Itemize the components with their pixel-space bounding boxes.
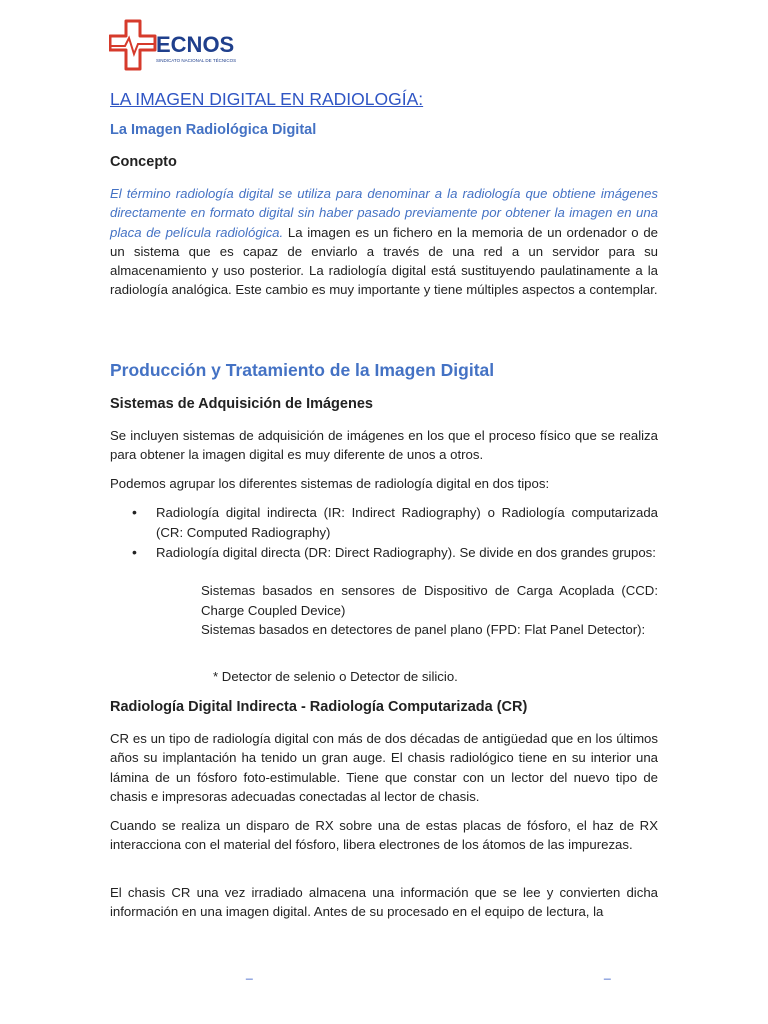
acquisition-heading: Sistemas de Adquisición de Imágenes [110,396,373,412]
concept-paragraph [110,184,658,300]
concept-heading: Concepto [110,154,177,170]
logo-subtitle: SINDICATO NACIONAL DE TÉCNICOS [156,58,237,63]
medical-cross-icon [109,18,157,72]
subgroup-item: Sistemas basados en sensores de Dispositivo de Carga Acoplada (CCD: Charge Coupled Device) [201,583,658,618]
document-title: LA IMAGEN DIGITAL EN RADIOLOGÍA: [110,89,424,109]
cr-paragraph-3: El chasis CR una vez irradiado almacena una información que se lee y convierten dicha información en una imagen digital. Antes de su procesado en el equipo de lectura, la [110,885,658,920]
systems-bullet-list [110,503,658,564]
dr-subgroup-list [201,581,658,640]
logo-wordmark: ECNOS [156,32,235,57]
detector-note: * Detector de selenio o Detector de silicio. [213,669,458,684]
subgroup-item: Sistemas basados en detectores de panel plano (FPD: Flat Panel Detector): [201,622,646,637]
ecnos-logo [109,18,259,72]
footer-mark-left: _ [246,966,253,980]
bullet-item: • Radiología digital indirecta (IR: Indirect Radiography) o Radiología computarizada (CR: Computed Radiography) [110,503,658,542]
concept-italic-text: El término radiología digital se utiliza para denominar a la radiología que obtiene imágenes directamente en formato digital sin haber pasado previamente por obtener la imagen en una placa de película radiológica. [110,186,658,240]
section-heading: Producción y Tratamiento de la Imagen Digital [110,360,495,380]
cr-paragraph-2: Cuando se realiza un disparo de RX sobre una de estas placas de fósforo, el haz de RX interacciona con el material del fósforo, libera electrones de los átomos de las impurezas. [110,818,658,853]
cr-paragraph-1: CR es un tipo de radiología digital con más de dos décadas de antigüedad que en los últimos años su implantación ha tenido un gran auge. El chasis radiológico tiene en su interior una lámina de un fósforo foto-estimulable. Tiene que constar con un lector del nuevo tipo de chasis e impresoras adecuadas conectadas al lector de chasis. [110,731,658,804]
acquisition-paragraph-2: Podemos agrupar los diferentes sistemas de radiología digital en dos tipos: [110,476,550,491]
footer-mark-right: _ [604,966,611,980]
document-subtitle: La Imagen Radiológica Digital [110,122,317,138]
cr-heading: Radiología Digital Indirecta - Radiología Computarizada (CR) [110,699,528,715]
bullet-item: • Radiología digital directa (DR: Direct Radiography). Se divide en dos grandes grupos: [110,543,658,563]
concept-body-text: La imagen es un fichero en la memoria de un ordenador o de un sistema que es capaz de enviarlo a través de una red a un servidor para su almacenamiento y uso posterior. La radiología digital está sustituyendo paulatinamente a la radiología analógica. Este cambio es muy importante y tiene múltiples aspectos a contemplar. [110,224,659,298]
acquisition-paragraph-1: Se incluyen sistemas de adquisición de imágenes en los que el proceso físico que se realiza para obtener la imagen digital es muy diferente de unos a otros. [110,428,658,463]
